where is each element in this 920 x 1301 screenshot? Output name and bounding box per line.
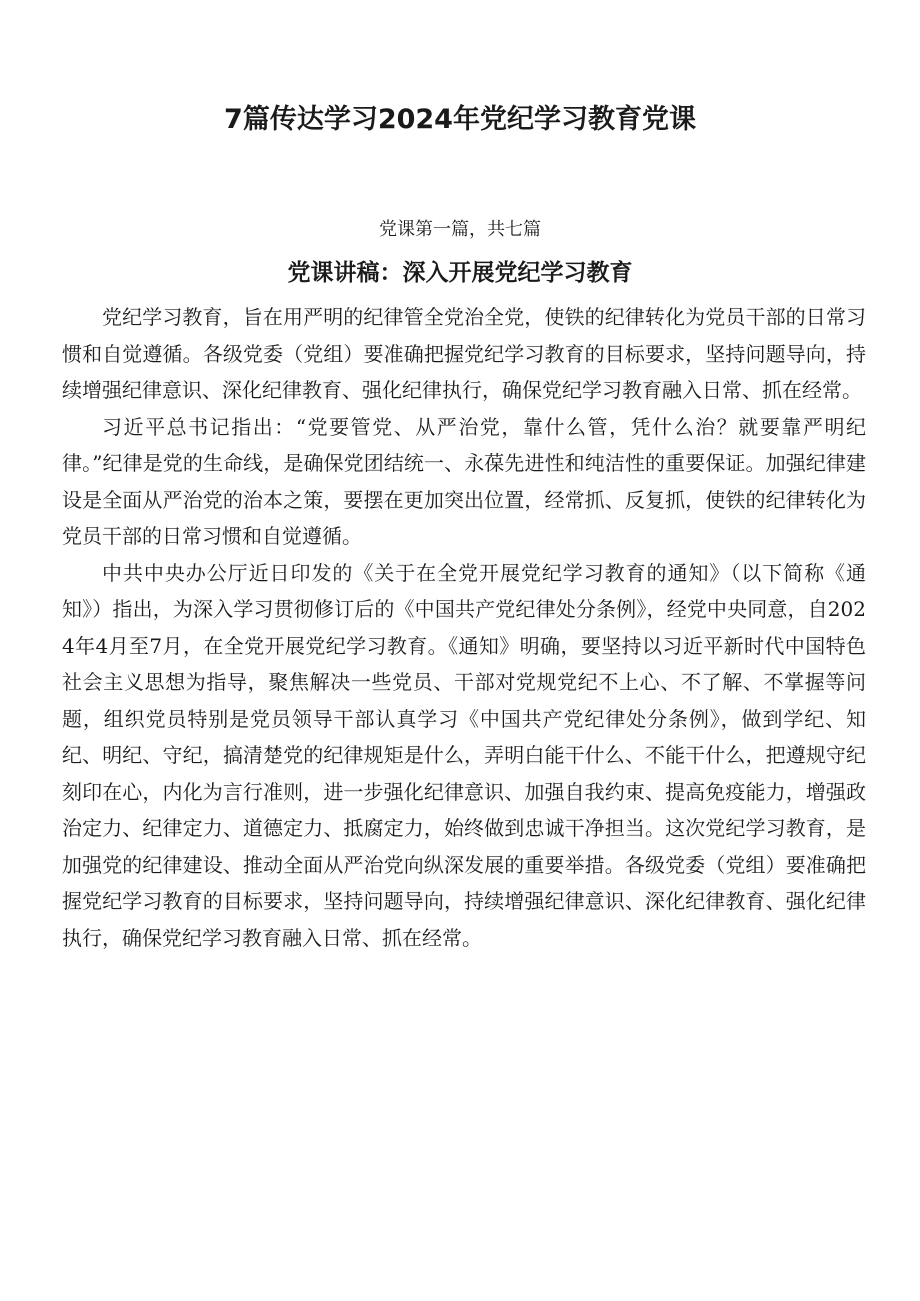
paragraph-3: 中共中央办公厅近日印发的《关于在全党开展党纪学习教育的通知》（以下简称《通知》）指出，为深入学习贯彻修订后的《中国共产党纪律处分条例》，经党中央同意，自2024年4月至7月，在全党开展党纪学习教育。《通知》明确，要坚持以习近平新时代中国特色社会主义思想为指导，聚焦解决一些党员、干部对党规党纪不上心、不了解、不掌握等问题，组织党员特别是党员领导干部认真学习《中国共产党纪律处分条例》，做到学纪、知纪、明纪、守纪，搞清楚党的纪律规矩是什么，弄明白能干什么、不能干什么，把遵规守纪刻印在心，内化为言行准则，进一步强化纪律意识、加强自我约束、提高免疫能力，增强政治定力、纪律定力、道德定力、抵腐定力，始终做到忠诚干净担当。这次党纪学习教育，是加强党的纪律建设、推动全面从严治党向纵深发展的重要举措。各级党委（党组）要准确把握党纪学习教育的目标要求，坚持问题导向，持续增强纪律意识、深化纪律教育、强化纪律执行，确保党纪学习教育融入日常、抓在经常。 [62, 560, 866, 950]
paragraph-2: 习近平总书记指出：“党要管党、从严治党，靠什么管，凭什么治？就要靠严明纪律。”纪律是党的生命线，是确保党团结统一、永葆先进性和纯洁性的重要保证。加强纪律建设是全面从严治党的治本之策，要摆在更加突出位置，经常抓、反复抓，使铁的纪律转化为党员干部的日常习惯和自觉遵循。 [62, 414, 866, 548]
paragraph-1: 党纪学习教育，旨在用严明的纪律管全党治全党，使铁的纪律转化为党员干部的日常习惯和自觉遵循。各级党委（党组）要准确把握党纪学习教育的目标要求，坚持问题导向，持续增强纪律意识、深化纪律教育、强化纪律执行，确保党纪学习教育融入日常、抓在经常。 [62, 305, 866, 402]
lesson-sub-heading: 党课第一篇，共七篇 [379, 219, 541, 240]
document-title: 7篇传达学习2024年党纪学习教育党课 [224, 104, 696, 135]
section-title: 党课讲稿：深入开展党纪学习教育 [287, 260, 633, 286]
body-text [62, 299, 866, 956]
